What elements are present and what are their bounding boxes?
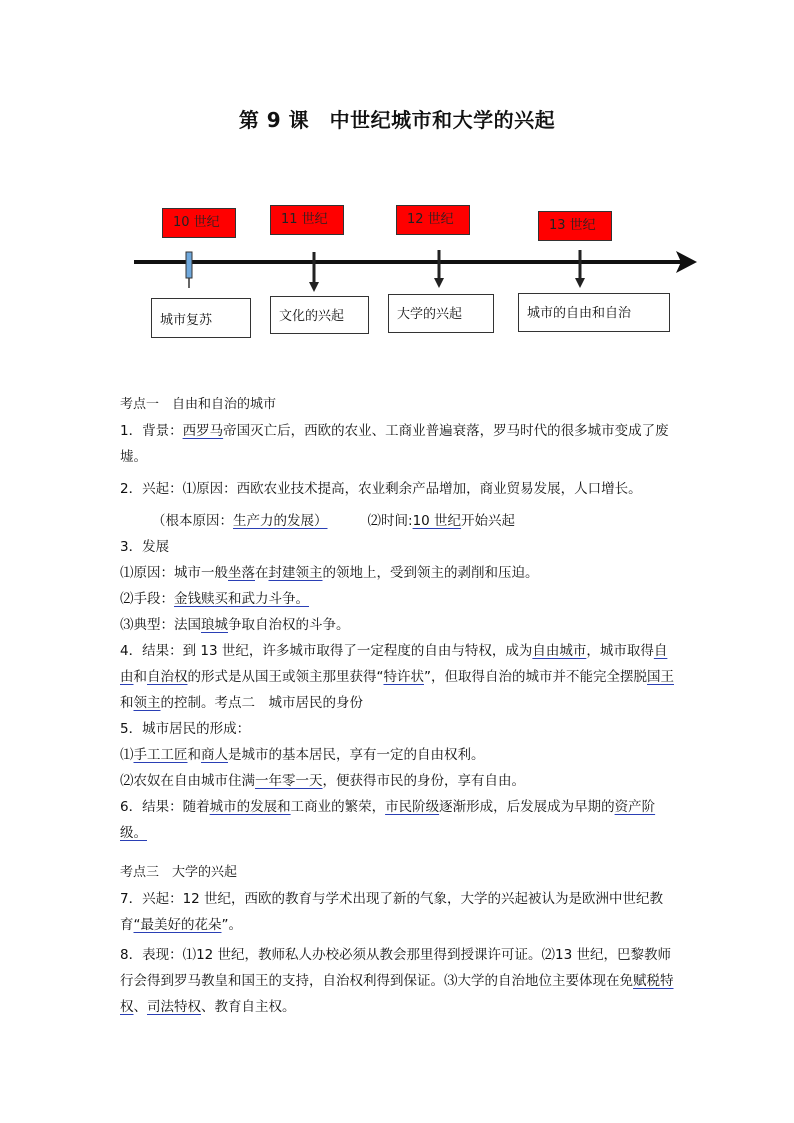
point-2-rise: 2．兴起：⑴原因：西欧农业技术提高，农业剩余产品增加，商业贸易发展，人口增长。 — [120, 481, 642, 497]
answer-blank: 特许状 — [383, 669, 424, 685]
event-box-university-rise: 大学的兴起 — [388, 294, 494, 333]
answer-blank: 自由城市 — [532, 643, 587, 659]
answer-blank: 赋税特权 — [120, 973, 674, 1015]
answer-blank: “最美好的花朵 — [133, 917, 222, 933]
point-6-result: 6．结果：随着城市的发展和工商业的繁荣，市民阶级逐渐形成，后发展成为早期的资产阶级。 — [120, 799, 656, 841]
century-box-12: 12 世纪 — [396, 205, 470, 235]
answer-blank: 司法特权 — [147, 999, 201, 1015]
answer-blank: 生产力的发展） — [233, 513, 328, 529]
section-heading-3: 考点三 大学的兴起 — [120, 865, 238, 880]
page-title: 第 9 课 中世纪城市和大学的兴起 — [238, 108, 556, 132]
answer-blank: 10 世纪 — [412, 513, 462, 529]
answer-blank: 手工工匠 — [133, 747, 188, 763]
point-3-example: ⑶典型：法国琅城争取自治权的斗争。 — [120, 617, 350, 633]
point-3-development: 3．发展 — [120, 539, 170, 555]
answer-blank: 封建领主 — [268, 565, 323, 581]
answer-blank: 金钱赎买和武力斗争。 — [174, 591, 309, 607]
point-5-serfs: ⑵农奴在自由城市住满一年零一天，便获得市民的身份，享有自由。 — [120, 773, 525, 789]
point-3-means: ⑵手段：金钱赎买和武力斗争。 — [120, 591, 309, 607]
point-7-university-rise: 7．兴起：12 世纪，西欧的教育与学术出现了新的气象，大学的兴起被认为是欧洲中世纪教育“最美好的花朵”。 — [120, 891, 664, 933]
answer-blank: 西罗马 — [182, 423, 224, 439]
answer-blank: 领主 — [133, 695, 161, 711]
point-2-root-cause: （根本原因：生产力的发展） ⑵时间:10 世纪开始兴起 — [152, 513, 516, 529]
century-box-10: 10 世纪 — [162, 208, 236, 238]
event-box-city-autonomy: 城市的自由和自治 — [518, 293, 670, 332]
answer-blank: 坐落 — [228, 565, 255, 581]
point-4-result: 4．结果：到 13 世纪，许多城市取得了一定程度的自由与特权，成为自由城市，城市取得自由和自治权的形式是从国王或领主那里获得“特许状”，但取得自治的城市并不能完全摆脱国王和领主的控制。考点二 城市居民的身份 — [120, 643, 674, 711]
answer-blank: 国王 — [647, 669, 674, 685]
answer-blank: 一年零一天 — [255, 773, 323, 789]
point-1-background: 1．背景：西罗马帝国灭亡后，西欧的农业、工商业普遍衰落，罗马时代的很多城市变成了废墟。 — [120, 423, 669, 465]
point-5-residents: ⑴手工工匠和商人是城市的基本居民，享有一定的自由权利。 — [120, 747, 485, 763]
century-box-11: 11 世纪 — [270, 205, 344, 235]
answer-blank: 自治权 — [147, 669, 188, 685]
event-box-culture-rise: 文化的兴起 — [270, 296, 369, 334]
point-8-manifestation: 8．表现：⑴12 世纪，教师私人办校必须从教会那里得到授课许可证。⑵13 世纪，巴黎教师行会得到罗马教皇和国王的支持，自治权利得到保证。⑶大学的自治地位主要体现在免赋税特权、司法特权、教育自主权。 — [120, 947, 674, 1015]
answer-blank: 资产阶级。 — [120, 799, 656, 841]
event-box-city-revival: 城市复苏 — [151, 298, 251, 338]
century-box-13: 13 世纪 — [538, 211, 612, 241]
answer-blank: 自由 — [120, 643, 668, 685]
answer-blank: 城市的发展和 — [209, 799, 291, 815]
answer-blank: 市民阶级 — [385, 799, 440, 815]
notes-body — [120, 392, 680, 1020]
point-3-cause: ⑴原因：城市一般坐落在封建领主的领地上，受到领主的剥削和压迫。 — [120, 565, 539, 581]
answer-blank: 琅城 — [201, 617, 228, 633]
point-5-formation: 5．城市居民的形成： — [120, 721, 251, 737]
timeline-marker-10 — [186, 252, 192, 278]
section-heading-1: 考点一 自由和自治的城市 — [120, 397, 277, 412]
answer-blank: 商人 — [201, 747, 228, 763]
